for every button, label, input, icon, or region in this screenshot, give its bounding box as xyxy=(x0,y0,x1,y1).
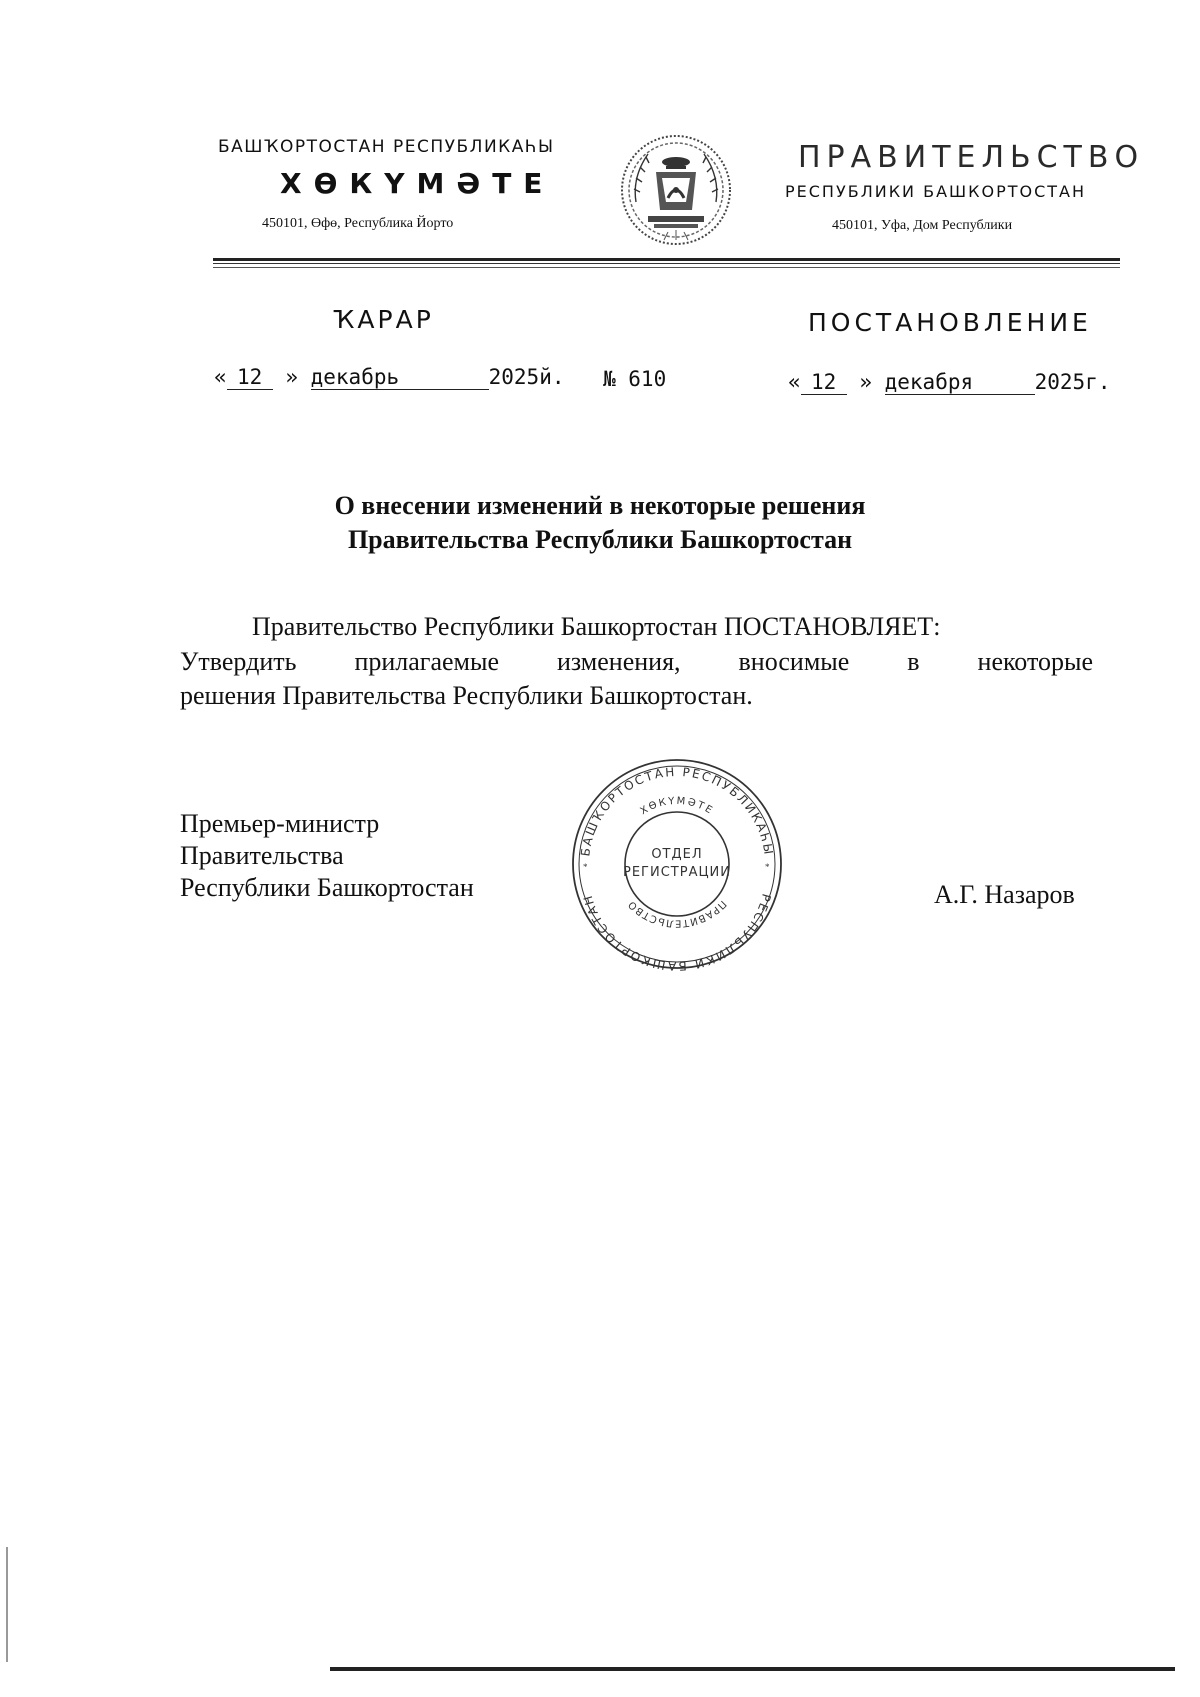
date-year: 2025г. xyxy=(1034,370,1111,394)
russian-government-label: ПРАВИТЕЛЬСТВО xyxy=(798,140,1145,175)
date-russian xyxy=(788,370,1110,395)
bashkir-address: 450101, Өфө, Республика Йорто xyxy=(262,216,454,231)
stamp-inner-top-text: ХӨКҮМӘТЕ xyxy=(638,795,716,818)
body-line-2: Утвердить прилагаемые изменения, вносимые в некоторые xyxy=(180,647,1093,676)
svg-text:РЕСПУБЛИКИ БАШКОРТОСТАН xyxy=(580,892,773,973)
coat-of-arms-icon xyxy=(618,132,734,253)
signatory-name: А.Г. Назаров xyxy=(934,880,1075,909)
russian-republic-label: РЕСПУБЛИКИ БАШКОРТОСТАН xyxy=(785,182,1087,201)
date-day: 12 xyxy=(801,370,847,395)
stamp-center-line-1: ОТДЕЛ xyxy=(651,847,703,862)
document-title xyxy=(0,489,1200,557)
svg-text:ХӨКҮМӘТЕ xyxy=(639,796,716,817)
date-month: декабрь xyxy=(311,365,489,390)
stamp-outer-bottom-text: РЕСПУБЛИКИ БАШКОРТОСТАН xyxy=(580,892,774,974)
body-line-1: Правительство Республики Башкортостан ПОСТАНОВЛЯЕТ: xyxy=(252,612,941,641)
header-rule-thin xyxy=(213,263,1120,264)
doc-type-russian: ПОСТАНОВЛЕНИЕ xyxy=(808,308,1092,337)
date-open-quote: « xyxy=(214,365,227,389)
footer-rule xyxy=(330,1667,1175,1671)
date-year: 2025й. xyxy=(488,365,565,389)
date-open-quote: « xyxy=(788,370,801,394)
registration-stamp xyxy=(567,754,787,979)
signatory-position xyxy=(180,808,474,904)
title-line-1: О внесении изменений в некоторые решения xyxy=(334,491,866,520)
title-line-2: Правительства Республики Башкортостан xyxy=(347,525,853,554)
date-day: 12 xyxy=(227,365,273,390)
position-line-2: Правительства xyxy=(180,841,344,870)
stamp-outer-top-text: БАШҠОРТОСТАН РЕСПУБЛИКАҺЫ xyxy=(578,764,776,858)
doc-type-bashkir: ҠАРАР xyxy=(333,305,434,334)
header-rule-thin-secondary xyxy=(213,267,1120,268)
bashkir-republic-label: БАШҠОРТОСТАН РЕСПУБЛИКАҺЫ xyxy=(218,137,555,157)
header-rule-thick xyxy=(213,258,1120,261)
position-line-3: Республики Башкортостан xyxy=(180,873,474,902)
date-bashkir xyxy=(214,365,564,390)
body-line-3: решения Правительства Республики Башкортостан. xyxy=(180,681,753,710)
svg-text:*: * xyxy=(583,862,588,872)
date-close-quote: » xyxy=(859,370,872,394)
date-close-quote: » xyxy=(285,365,298,389)
document-number: № 610 xyxy=(603,367,667,391)
position-line-1: Премьер-министр xyxy=(180,809,380,838)
russian-address: 450101, Уфа, Дом Республики xyxy=(832,218,1013,233)
stamp-inner-bottom-text: ПРАВИТЕЛЬСТВО xyxy=(625,897,729,929)
svg-text:*: * xyxy=(765,862,770,872)
stamp-center-line-2: РЕГИСТРАЦИИ xyxy=(623,865,731,880)
bashkir-government-label: ХӨКҮМӘТЕ xyxy=(280,167,555,200)
svg-text:БАШҠОРТОСТАН РЕСПУБЛИКАҺЫ xyxy=(578,765,776,857)
date-month: декабря xyxy=(885,370,1035,395)
scan-margin-mark xyxy=(6,1547,8,1662)
